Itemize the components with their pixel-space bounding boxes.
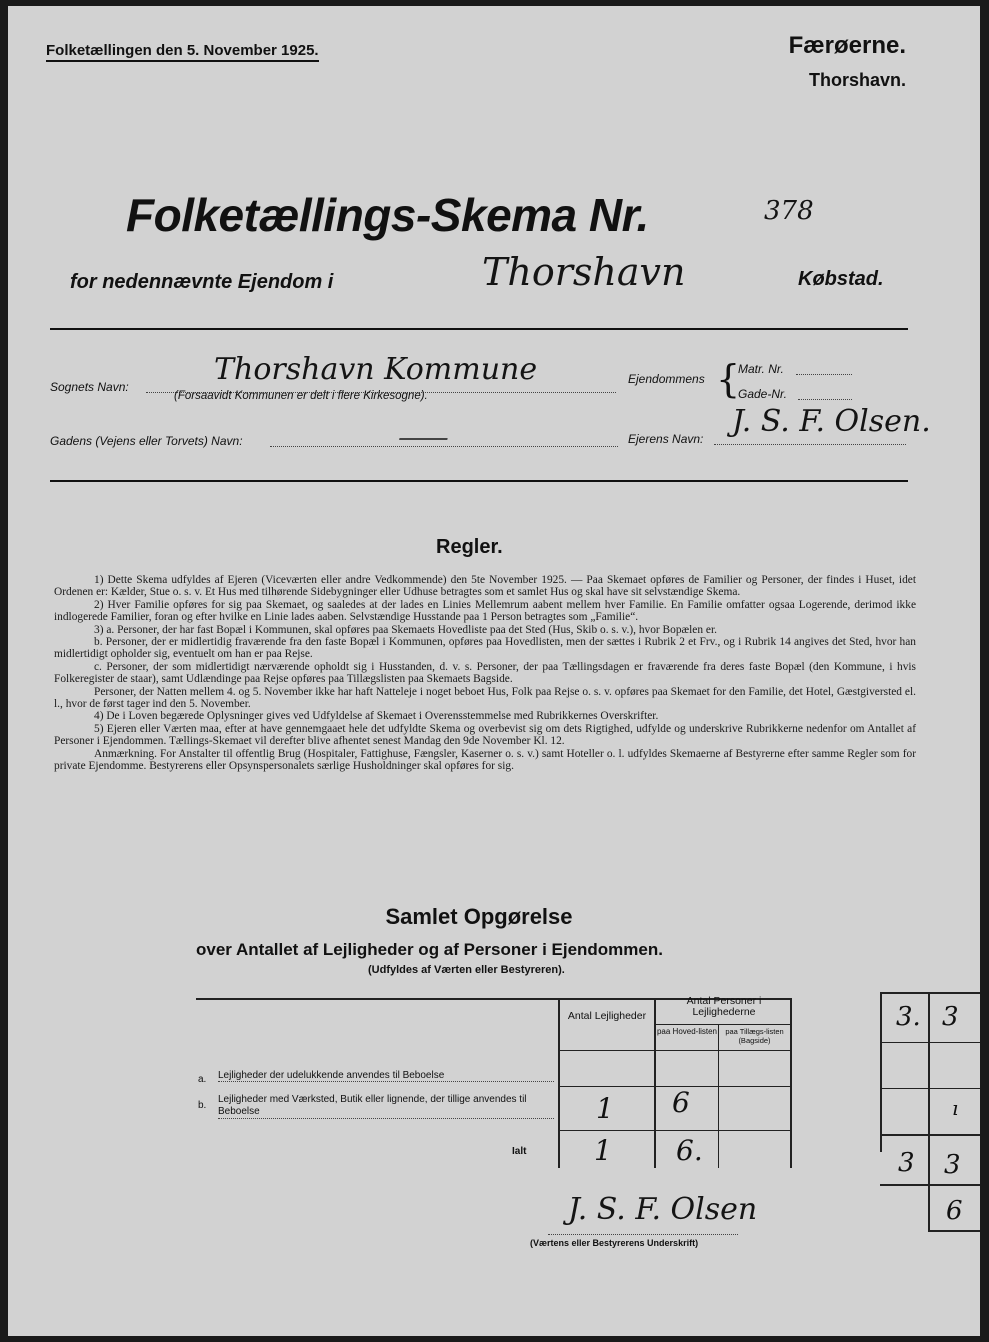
rule-3c: c. Personer, der som midlertidigt nærværende opholdt sig i Husstanden, d. v. s. Personer, der paa Tællingsdagen er fraværende fra deres faste Bopæl (den Kommune, i hvis Folkeregister de staar), samt Udlændinge paa Rejse opføres paa Tillægslisten paa Skemaets Bagside. [54,660,916,686]
owner-value-handwritten: J. S. F. Olsen. [732,404,931,439]
parish-value-handwritten: Thorshavn Kommune [214,352,538,387]
summary-subtitle: over Antallet af Lejligheder og af Personer i Ejendommen. [196,940,663,959]
tally-r1c2-value: 3 [942,1002,959,1032]
divider-top [50,328,908,330]
gade-label: Gade-Nr. [738,387,787,401]
street-value-handwritten: ⸺ [396,420,447,455]
row-a-letter: a. [198,1074,207,1085]
row-b-lejligheder-value: 1 [596,1092,614,1125]
rules-text [54,574,916,773]
signature-handwritten: J. S. F. Olsen [568,1192,758,1227]
table-col-divider-3 [718,1024,719,1168]
owner-dotline [714,444,906,445]
rule-3a: 3) a. Personer, der har fast Bopæl i Kommunen, skal opføres paa Skemaets Hovedliste paa det Sted (Hus, Skib o. s. v.), hvor Bopælen er. [94,623,717,636]
tally-row1-bottom [880,1042,980,1043]
property-place-handwritten: Thorshavn [482,250,686,294]
table-header-bottom [558,1050,792,1051]
summary-title: Samlet Opgørelse [385,904,573,929]
ialt-hoved-value: 6. [676,1134,703,1167]
ialt-label: Ialt [512,1146,527,1157]
tally-bottom-border [928,1230,980,1232]
tally-top-border [880,992,980,994]
tally-mid-divider [928,992,930,1232]
form-subtitle-suffix: Købstad. [798,268,884,290]
gade-dotline [798,399,852,400]
row-b-hoved-value: 6 [672,1086,690,1119]
col-header-hoved: paa Hoved-listen [656,1027,718,1036]
matr-label: Matr. Nr. [738,362,784,376]
tally-r4c1-value: 3 [898,1148,915,1178]
tally-left-border [880,992,882,1152]
ialt-lejligheder-value: 1 [594,1134,612,1167]
table-col-divider-1 [558,998,560,1168]
rule-4: 4) De i Loven begærede Oplysninger gives ved Udfyldelse af Skemaet i Overensstemmelse med Rubrikkernes Overskrifter. [94,710,659,723]
tally-r1c1-value: 3. [896,1002,921,1032]
matr-dotline [796,374,852,375]
tally-row3-bottom [880,1134,980,1136]
parish-note: (Forsaavidt Kommunen er delt i flere Kirkesogne). [174,390,428,402]
owner-label: Ejerens Navn: [628,432,704,446]
table-header-split [654,1024,792,1025]
parish-label: Sognets Navn: [50,380,129,394]
tally-row4-bottom [880,1184,980,1186]
street-label: Gadens (Vejens eller Torvets) Navn: [50,434,243,448]
census-title: Folketællingen den 5. November 1925. [46,42,319,62]
col-header-tillaeg: paa Tillægs-listen (Bagside) [725,1027,784,1045]
tally-r3c2-value: ı [952,1096,959,1120]
row-b-label: Lejligheder med Værksted, Butik eller lignende, der tillige anvendes til Beboelse [218,1094,554,1119]
rules-heading: Regler. [436,536,503,558]
row-b-letter: b. [198,1100,207,1111]
region-name: Færøerne. [788,32,906,59]
form-title: Folketællings-Skema Nr. [126,189,649,241]
rule-3-persons: Personer, der Natten mellem 4. og 5. November ikke har haft Natteleje i noget beboet Hus, Folk paa Rejse o. s. v. opføres paa Skemaet for den Familie, det Hotel, Gæstgiversted el. l., hvor de først tager ind den 5. November. [54,685,916,711]
rule-2: 2) Hver Familie opføres for sig paa Skemaet, og saaledes at der lades en Linies Mellemrum aabent mellem hver Familie. En Familie omfatter ogsaa Logerende, derimod ikke indlogerede Familier, foran og efter hvilke en Linie lades aaben. Selvstændige Husstande paa 1 Person betragtes som „Familie“. [54,598,916,624]
rule-5: 5) Ejeren eller Værten maa, efter at have gennemgaaet hele det udfyldte Skema og overbevist sig om dets Rigtighed, udfylde og underskrive Rubrikkerne nedenfor om Antallet af Personer i Ejendommen. Tællings-Skemaet vil derefter blive afhentet senest Mandag den 9de November Kl. 12. [54,722,916,748]
row-a-label: Lejligheder der udelukkende anvendes til Beboelse [218,1070,554,1082]
rule-remark: Anmærkning. For Anstalter til offentlig Brug (Hospitaler, Fattighuse, Fængsler, Kaserner o. s. v.) samt Hoteller o. l. udfyldes Skemaerne af Bestyrerne efter samme Regler som for private Ejendomme. Bestyrerens eller Opsynspersonalets særlige Husholdninger skal opføres for sig. [54,747,916,773]
town-name: Thorshavn. [808,70,906,90]
col-header-lejligheder: Antal Lejligheder [567,1010,647,1022]
col-header-personer: Antal Personer i Lejlighederne [686,995,762,1018]
table-row-b-bottom [558,1130,792,1131]
census-form-sheet [8,6,980,1336]
form-subtitle-prefix: for nedennævnte Ejendom i [70,271,334,293]
form-number: 378 [764,196,814,226]
divider-middle [50,480,908,482]
rule-1: 1) Dette Skema udfyldes af Ejeren (Viceværten eller andre Vedkommende) den 5te November 1925. — Paa Skemaet opføres de Familier og Personer, der findes i Huset, idet Ordenen er: Kælder, Stue o. s. v. Et Hus med tilhørende Sidebygninger eller Udhuse betragtes som et samlet Hus og skal have sit selvstændige Skema. [54,574,916,599]
summary-note: (Udfyldes af Værten eller Bestyreren). [368,964,565,976]
tally-row2-bottom [880,1088,980,1089]
rule-3b: b. Personer, der er midlertidig fraværende fra den faste Bopæl i Kommunen, opføres paa Hovedlisten, men der sættes i Rubrik 2 et Frv., og i Rubrik 14 angives det Sted, hvor han midlertidigt opholder sig, eventuelt om han er paa Rejse. [54,636,916,661]
signature-caption: (Værtens eller Bestyrerens Underskrift) [530,1238,699,1248]
property-brace: { [716,357,741,401]
tally-r4c2-value: 3 [944,1150,961,1180]
property-label: Ejendommens [628,372,705,386]
tally-r5c2-value: 6 [946,1196,963,1226]
signature-line [548,1234,738,1235]
